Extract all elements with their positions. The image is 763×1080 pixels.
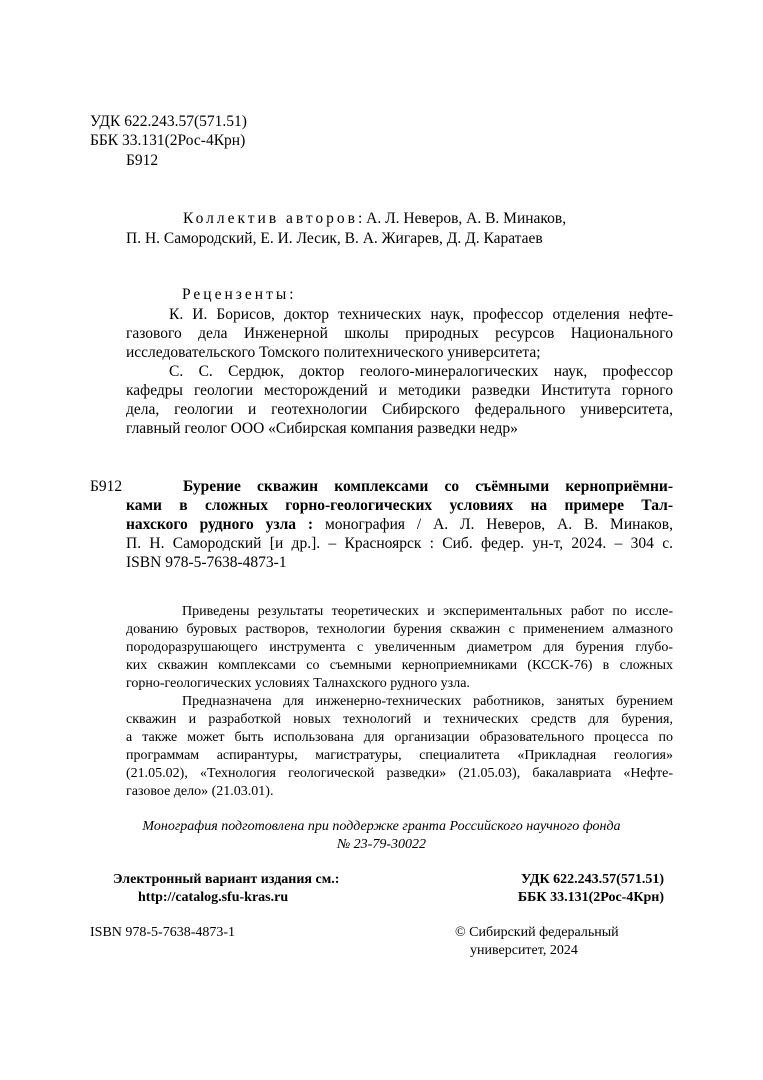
header-bbk: ББК 33.131(2Рос-4Крн) <box>90 132 246 149</box>
catalog-imprint: П. Н. Самородский [и др.]. – Красноярск : Сиб. федер. ун-т, 2024. – 304 с. <box>126 535 673 552</box>
authors-label: Коллектив авторов <box>183 210 358 227</box>
catalog-isbn: ISBN 978-5-7638-4873-1 <box>126 554 287 571</box>
authors-line-1 <box>183 209 566 228</box>
catalog-title-line-3-rest: монография / А. Л. Неверов, А. В. Минаков, <box>313 516 673 533</box>
authors-line-2: П. Н. Самородский, Е. И. Лесик, В. А. Жигарев, Д. Д. Каратаев <box>126 230 543 247</box>
abstract-paragraph-2 <box>126 693 673 801</box>
reviewer-1-line: исследовательского Томского политехнического университета; <box>126 344 541 361</box>
grant-note-line-2: № 23-79-30022 <box>336 837 427 852</box>
reviewer-2 <box>126 362 673 438</box>
header-udk: УДК 622.243.57(571.51) <box>90 113 247 130</box>
abstract-line: породоразрушающего инструмента с увеличенным диаметром для бурения глубо- <box>126 640 673 655</box>
catalog-url: http://catalog.sfu-kras.ru <box>138 890 289 905</box>
reviewer-2-line: главный геолог ООО «Сибирская компания разведки недр» <box>126 420 518 437</box>
reviewer-1 <box>126 305 673 362</box>
footer-isbn: ISBN 978-5-7638-4873-1 <box>90 925 236 940</box>
abstract-line: горно-геологических условиях Талнахского рудного узла. <box>126 676 470 691</box>
abstract-line: Приведены результаты теоретических и экспериментальных работ по иссле- <box>182 604 673 619</box>
reviewers-label: Рецензенты: <box>182 286 297 303</box>
abstract-line: газовое дело» (21.03.01). <box>126 784 274 799</box>
reviewer-2-line: С. С. Сердюк, доктор геолого-минералогических наук, профессор <box>169 363 673 380</box>
abstract-line: скважин и разработкой новых технологий и технических средств для бурения, <box>126 712 673 727</box>
grant-note-line-1: Монография подготовлена при поддержке гранта Российского научного фонда <box>142 819 621 834</box>
reviewer-1-line: К. И. Борисов, доктор технических наук, профессор отделения нефте- <box>169 306 673 323</box>
copyright-line-2: университет, 2024 <box>470 943 578 958</box>
catalog-title <box>126 477 673 572</box>
abstract-line: (21.05.02), «Технология геологической разведки» (21.05.03), бакалавриата «Нефте- <box>126 766 673 781</box>
footer-udk: УДК 622.243.57(571.51) <box>521 872 664 887</box>
catalog-title-line: Бурение скважин комплексами со съёмными керноприёмни- <box>183 478 673 495</box>
authors-line-1-rest: : А. Л. Неверов, А. В. Минаков, <box>358 210 567 227</box>
catalog-title-line-3 <box>126 515 673 534</box>
header-code: Б912 <box>126 152 159 169</box>
electronic-version-label: Электронный вариант издания см.: <box>113 872 340 887</box>
abstract-line: Предназначена для инженерно-технических работников, занятых бурением <box>182 694 673 709</box>
abstract-paragraph-1 <box>126 603 673 693</box>
abstract-line: программам аспирантуры, магистратуры, специалитета «Прикладная геология» <box>126 748 673 763</box>
abstract-line: ких скважин комплексами со съемными керноприемниками (КССК-76) в сложных <box>126 658 673 673</box>
abstract-line: дованию буровых растворов, технологии бурения скважин с применением алмазного <box>126 622 673 637</box>
copyright-line-1: © Сибирский федеральный <box>455 925 619 940</box>
catalog-title-line-3-bold: нахского рудного узла : <box>126 516 314 533</box>
reviewer-1-line: газового дела Инженерной школы природных ресурсов Национального <box>126 325 673 342</box>
reviewer-2-line: дела, геологии и геотехнологии Сибирского федерального университета, <box>126 401 673 418</box>
catalog-code: Б912 <box>90 478 123 495</box>
footer-bbk: ББК 33.131(2Рос-4Крн) <box>517 890 664 905</box>
reviewer-2-line: кафедры геологии месторождений и методики разведки Института горного <box>126 382 673 399</box>
abstract-line: а также может быть использована для организации образовательного процесса по <box>126 730 673 745</box>
catalog-title-line: ками в сложных горно-геологических условиях на примере Тал- <box>126 497 673 514</box>
